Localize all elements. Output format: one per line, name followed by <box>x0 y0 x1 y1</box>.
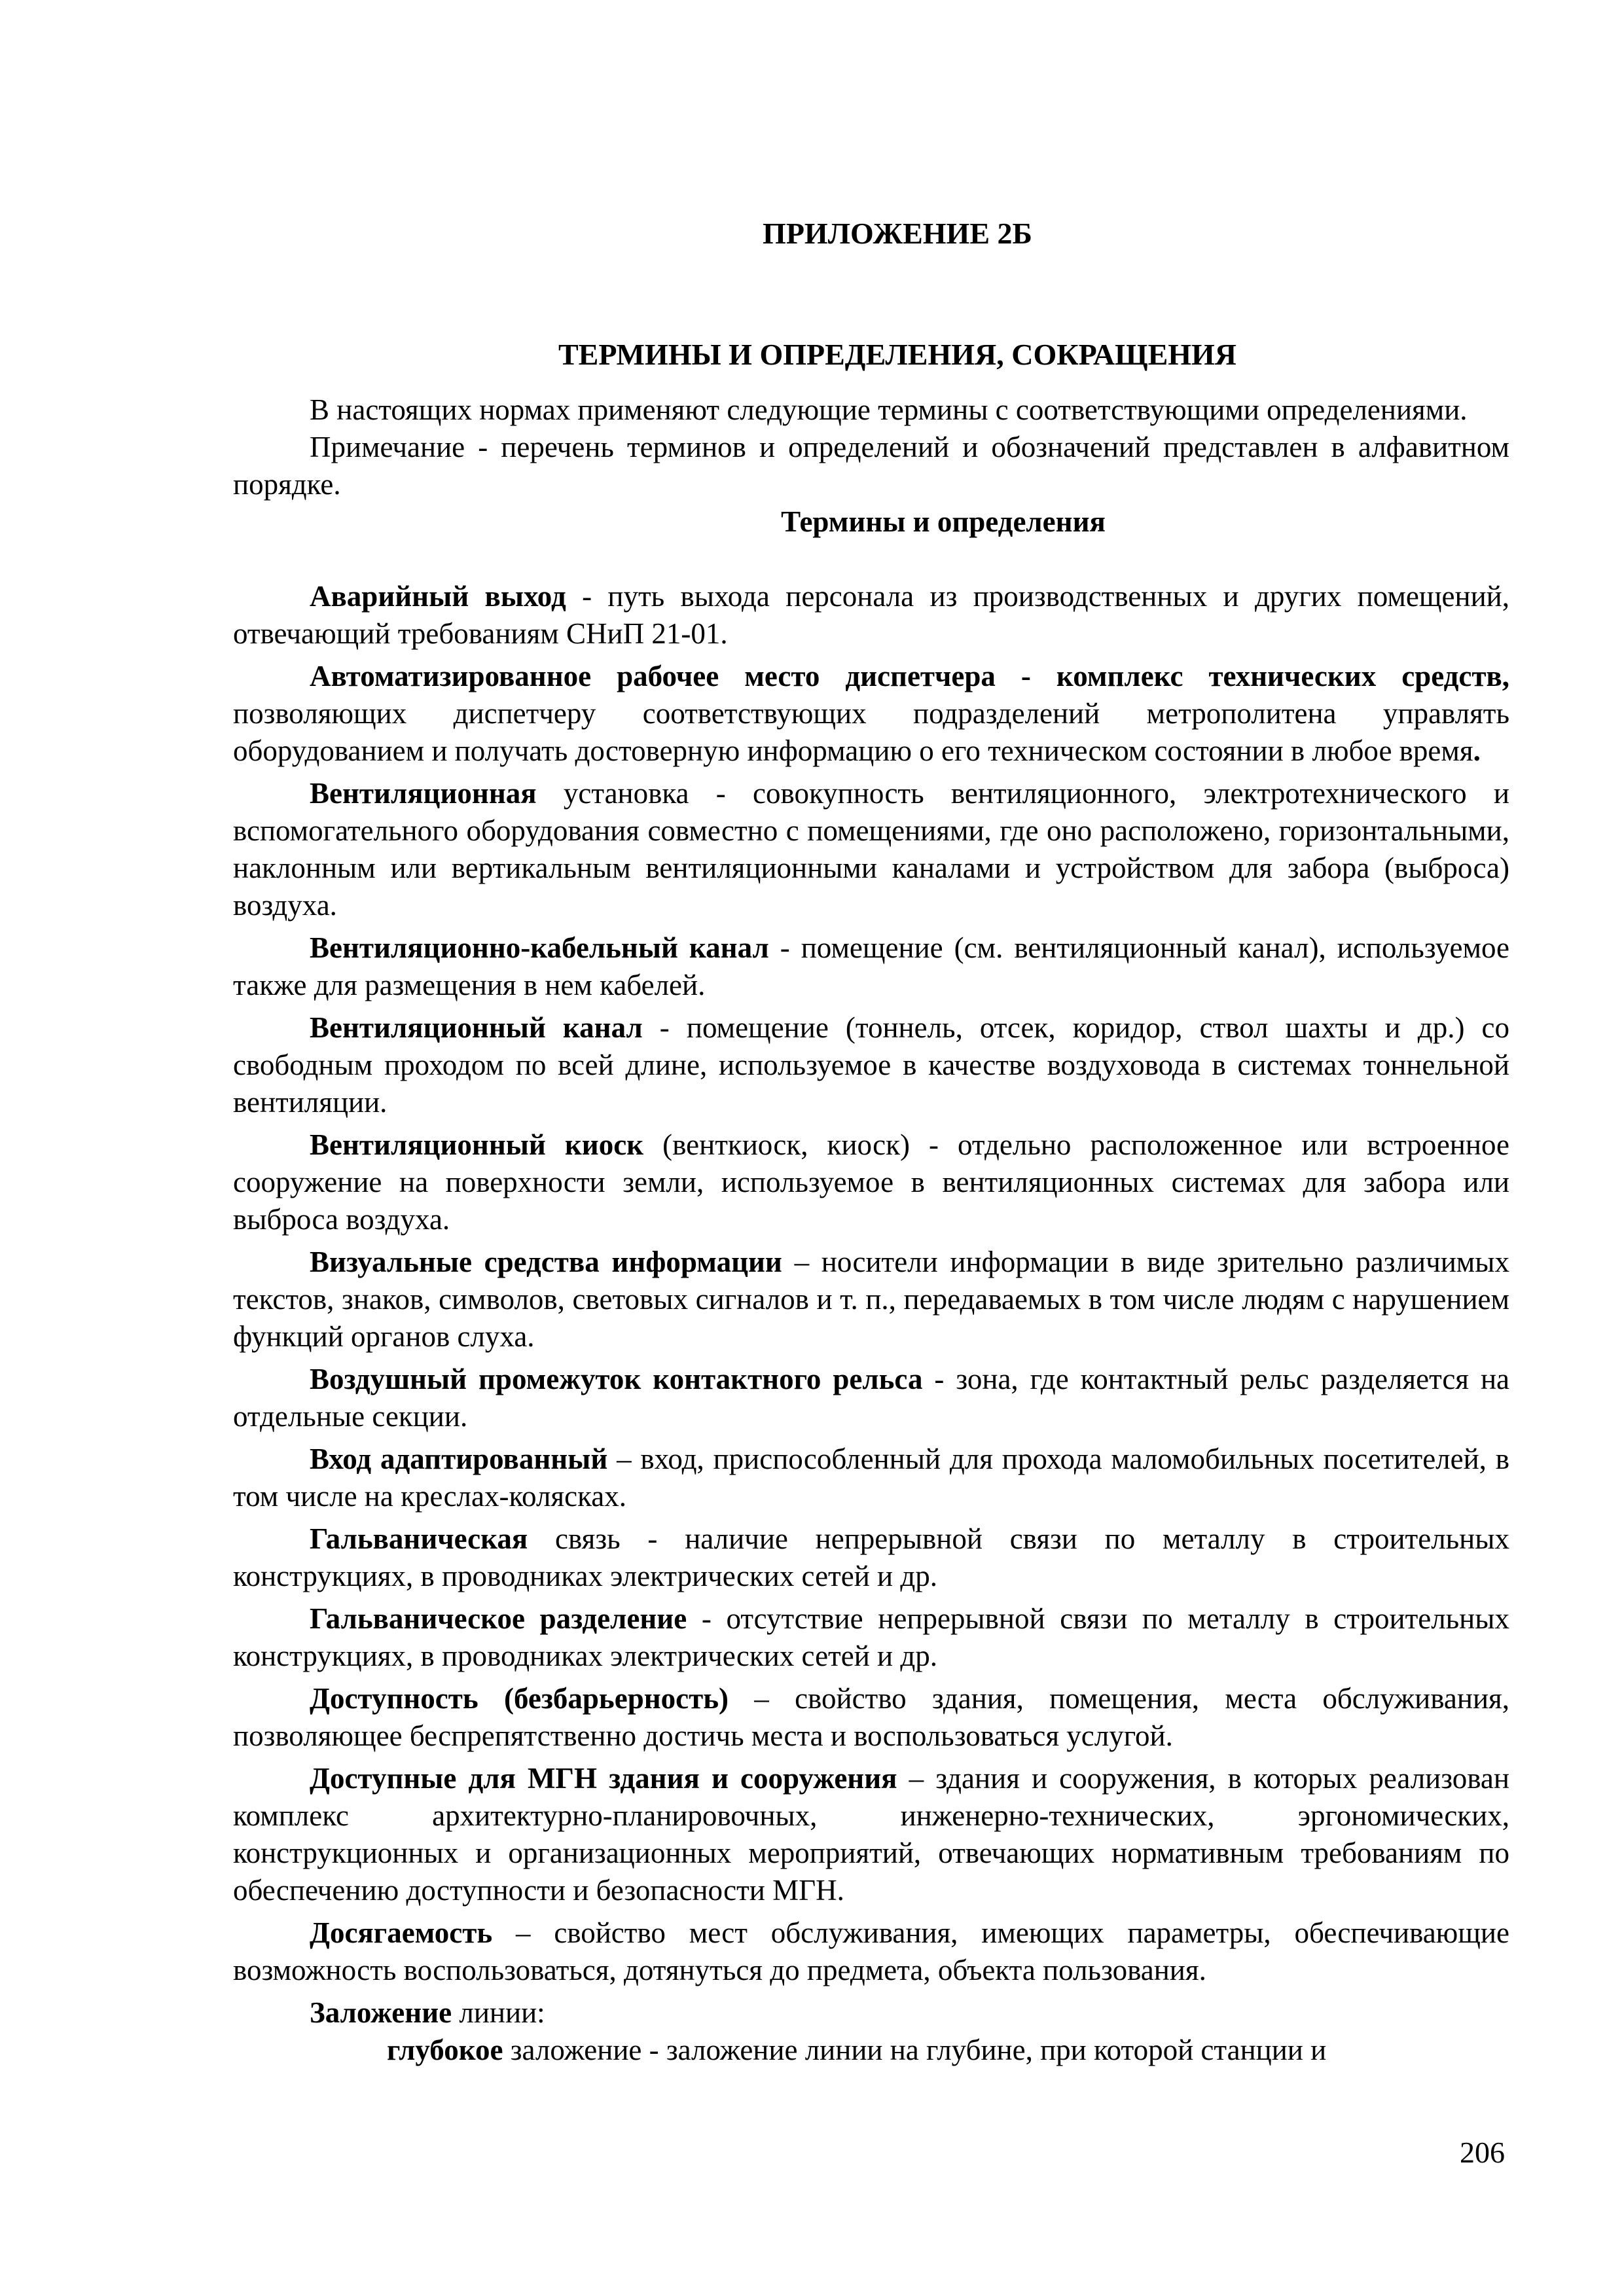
term-name: Заложение <box>310 1996 452 2029</box>
term-entry <box>233 1244 1509 1355</box>
page-number: 206 <box>1460 2136 1505 2169</box>
term-name: Доступность (безбарьерность) <box>310 1682 729 1715</box>
term-name: Вентиляционно-кабельный канал <box>310 931 769 964</box>
term-entry-deep <box>233 2032 1509 2069</box>
term-list <box>233 578 1509 2032</box>
term-entry <box>233 775 1509 924</box>
term-entry <box>233 1600 1509 1675</box>
term-definition: связь - наличие непрерывной связи по металлу в строительных конструкциях, в проводниках электрических сетей и др. <box>233 1522 1509 1592</box>
term-name: глубокое <box>387 2034 503 2066</box>
term-definition: - помещение (тоннель, отсек, коридор, ствол шахты и др.) со свободным проходом по всей длине, используемое в качестве воздуховода в системах тоннельной вентиляции. <box>233 1011 1509 1119</box>
term-entry <box>233 1994 1509 2032</box>
term-name: Вентиляционный киоск <box>310 1128 644 1161</box>
term-entry <box>233 1914 1509 1989</box>
term-name: Гальваническое разделение <box>310 1602 687 1635</box>
term-definition: - путь выхода персонала из производственных и других помещений, отвечающий требованиям СНиП 21-01. <box>233 580 1509 650</box>
term-entry <box>233 1760 1509 1909</box>
term-definition: – здания и сооружения, в которых реализован комплекс архитектурно-планировочных, инженерно-технических, эргономических, конструкционных и организационных мероприятий, отвечающих нормативным требованиям по обеспечению доступности и безопасности МГН. <box>233 1762 1509 1907</box>
term-name: Доступные для МГН здания и сооружения <box>310 1762 897 1795</box>
term-entry <box>233 658 1509 770</box>
term-definition: позволяющих диспетчеру соответствующих подразделений метрополитена управлять оборудованием и получать достоверную информацию о его техническом состоянии в любое время <box>233 697 1509 767</box>
term-definition: - помещение (см. вентиляционный канал), используемое также для размещения в нем кабелей. <box>233 931 1509 1001</box>
term-name: Автоматизированное рабочее место диспетчера - комплекс технических средств, <box>310 660 1509 692</box>
term-name: Визуальные средства информации <box>310 1246 782 1278</box>
section-title: ТЕРМИНЫ И ОПРЕДЕЛЕНИЯ, СОКРАЩЕНИЯ <box>558 338 1237 371</box>
term-definition: – свойство мест обслуживания, имеющих параметры, обеспечивающие возможность воспользоваться, дотянуться до предмета, объекта пользования. <box>233 1916 1509 1986</box>
term-entry <box>233 929 1509 1004</box>
term-name: Воздушный промежуток контактного рельса <box>310 1363 923 1395</box>
term-entry <box>233 1680 1509 1755</box>
term-name: Вход адаптированный <box>310 1443 608 1475</box>
note-paragraph: Примечание - перечень терминов и определений и обозначений представлен в алфавитном порядке. <box>233 431 1509 501</box>
intro-paragraph: В настоящих нормах применяют следующие термины с соответствующими определениями. <box>310 393 1468 426</box>
term-entry <box>233 1441 1509 1515</box>
appendix-title: ПРИЛОЖЕНИЕ 2Б <box>763 217 1032 250</box>
term-name: Вентиляционная <box>310 777 537 810</box>
term-definition: – носители информации в виде зрительно различимых текстов, знаков, символов, световых сигналов и т. п., передаваемых в том числе людям с нарушением функций органов слуха. <box>233 1246 1509 1353</box>
term-name: Гальваническая <box>310 1522 528 1555</box>
term-definition: – свойство здания, помещения, места обслуживания, позволяющее беспрепятственно достичь места и воспользоваться услугой. <box>233 1682 1509 1752</box>
term-entry <box>233 1126 1509 1238</box>
term-definition: линии: <box>452 1996 545 2029</box>
term-definition: заложение - заложение линии на глубине, при которой станции и <box>503 2034 1327 2066</box>
term-definition: установка - совокупность вентиляционного, электротехнического и вспомогательного оборудования совместно с помещениями, где оно расположено, горизонтальными, наклонным или вертикальным вентиляционными каналами и устройством для забора (выброса) воздуха. <box>233 777 1509 922</box>
term-name: Вентиляционный канал <box>310 1011 643 1044</box>
term-name: Аварийный выход <box>310 580 566 613</box>
document-page <box>233 216 1509 2069</box>
term-definition: – вход, приспособленный для прохода маломобильных посетителей, в том числе на креслах-колясках. <box>233 1443 1509 1513</box>
term-entry <box>233 578 1509 653</box>
subheading: Термины и определения <box>781 505 1106 538</box>
term-entry <box>233 1361 1509 1435</box>
term-name: Досягаемость <box>310 1916 493 1949</box>
term-definition: - зона, где контактный рельс разделяется на отдельные секции. <box>233 1363 1510 1433</box>
term-entry <box>233 1009 1509 1121</box>
term-tail: . <box>1473 734 1481 767</box>
term-definition: - отсутствие непрерывной связи по металлу в строительных конструкциях, в проводниках электрических сетей и др. <box>233 1602 1510 1672</box>
term-definition: (венткиоск, киоск) - отдельно расположенное или встроенное сооружение на поверхности земли, используемое в вентиляционных системах для забора или выброса воздуха. <box>233 1128 1509 1236</box>
term-entry <box>233 1520 1509 1595</box>
